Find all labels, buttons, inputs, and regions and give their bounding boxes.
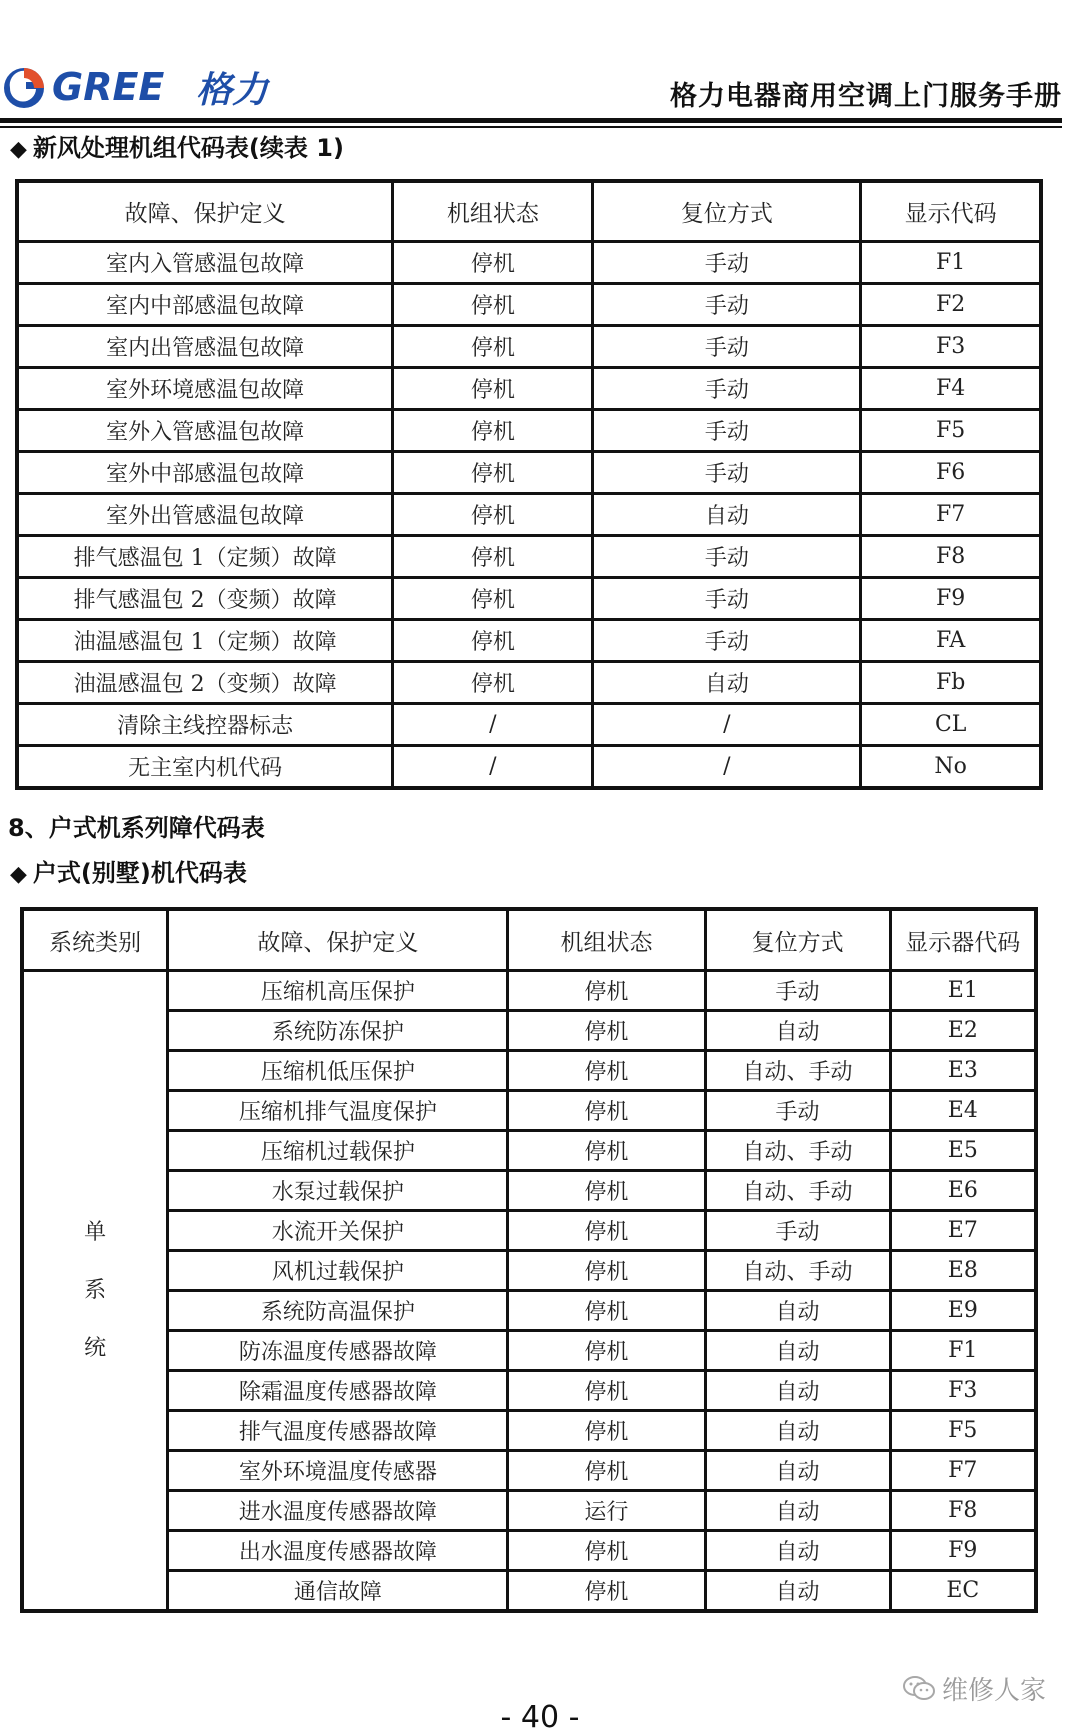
reset-mode-cell: 自动 <box>705 1011 890 1051</box>
display-code-cell: F9 <box>890 1531 1036 1571</box>
page-number: - 40 - <box>500 1700 580 1735</box>
unit-state-cell: 停机 <box>393 452 593 494</box>
table-row <box>22 1571 1036 1612</box>
fresh-air-code-table <box>15 179 1043 790</box>
display-code-cell: F4 <box>861 368 1041 410</box>
reset-mode-cell: 自动 <box>705 1451 890 1491</box>
unit-state-cell: 停机 <box>508 1251 705 1291</box>
table-row <box>22 1291 1036 1331</box>
fault-definition-cell: 压缩机低压保护 <box>168 1051 508 1091</box>
table-row <box>22 1331 1036 1371</box>
reset-mode-cell: 手动 <box>593 284 861 326</box>
table-row <box>22 1011 1036 1051</box>
unit-state-cell: / <box>393 746 593 789</box>
reset-mode-cell: 自动 <box>705 1291 890 1331</box>
unit-state-cell: 停机 <box>393 578 593 620</box>
reset-mode-cell: 手动 <box>593 620 861 662</box>
diamond-icon: ◆ <box>10 862 27 887</box>
display-code-cell: F3 <box>861 326 1041 368</box>
unit-state-cell: 停机 <box>393 536 593 578</box>
system-category-char: 系 <box>84 1277 107 1303</box>
unit-state-cell: 停机 <box>508 1211 705 1251</box>
display-code-cell: CL <box>861 704 1041 746</box>
table-header-row <box>17 181 1041 242</box>
unit-state-cell: 停机 <box>508 1091 705 1131</box>
display-code-cell: E1 <box>890 971 1036 1011</box>
fault-definition-cell: 室外出管感温包故障 <box>17 494 393 536</box>
unit-state-cell: 停机 <box>393 410 593 452</box>
fault-definition-cell: 出水温度传感器故障 <box>168 1531 508 1571</box>
display-code-cell: F1 <box>861 242 1041 284</box>
table-row <box>22 1411 1036 1451</box>
display-code-cell: E6 <box>890 1171 1036 1211</box>
table-row <box>17 704 1041 746</box>
household-unit-code-table <box>20 907 1038 1613</box>
page-header <box>0 58 1062 118</box>
unit-state-cell: 停机 <box>508 1331 705 1371</box>
reset-mode-cell: 自动 <box>705 1371 890 1411</box>
display-code-cell: F5 <box>890 1411 1036 1451</box>
fault-definition-cell: 室外环境温度传感器 <box>168 1451 508 1491</box>
table-row <box>17 284 1041 326</box>
display-code-cell: F8 <box>861 536 1041 578</box>
unit-state-cell: 停机 <box>508 1171 705 1211</box>
display-code-cell: F8 <box>890 1491 1036 1531</box>
fault-definition-cell: 压缩机高压保护 <box>168 971 508 1011</box>
table-row <box>17 620 1041 662</box>
unit-state-cell: 停机 <box>508 1531 705 1571</box>
table-row <box>17 662 1041 704</box>
reset-mode-cell: 手动 <box>705 1211 890 1251</box>
reset-mode-cell: 手动 <box>593 368 861 410</box>
reset-mode-cell: 手动 <box>593 242 861 284</box>
diamond-icon: ◆ <box>10 137 27 162</box>
column-header: 显示器代码 <box>890 909 1036 971</box>
fault-definition-cell: 系统防高温保护 <box>168 1291 508 1331</box>
fault-definition-cell: 室外环境感温包故障 <box>17 368 393 410</box>
gree-logo-graphic <box>0 58 290 118</box>
reset-mode-cell: / <box>593 704 861 746</box>
display-code-cell: E3 <box>890 1051 1036 1091</box>
fault-definition-cell: 系统防冻保护 <box>168 1011 508 1051</box>
table-row <box>17 368 1041 410</box>
table-row <box>22 971 1036 1011</box>
reset-mode-cell: 自动、手动 <box>705 1131 890 1171</box>
gree-logo <box>0 58 290 118</box>
fault-definition-cell: 清除主线控器标志 <box>17 704 393 746</box>
display-code-cell: E2 <box>890 1011 1036 1051</box>
reset-mode-cell: 自动、手动 <box>705 1171 890 1211</box>
fault-definition-cell: 水流开关保护 <box>168 1211 508 1251</box>
unit-state-cell: / <box>393 704 593 746</box>
table-row <box>22 1171 1036 1211</box>
unit-state-cell: 停机 <box>508 1131 705 1171</box>
reset-mode-cell: 手动 <box>593 410 861 452</box>
reset-mode-cell: 手动 <box>705 971 890 1011</box>
reset-mode-cell: 自动 <box>705 1571 890 1612</box>
table-row <box>17 242 1041 284</box>
table-header-row <box>22 909 1036 971</box>
fault-definition-cell: 无主室内机代码 <box>17 746 393 789</box>
reset-mode-cell: 自动 <box>705 1491 890 1531</box>
fault-definition-cell: 油温感温包 1（定频）故障 <box>17 620 393 662</box>
section1-heading-text: 新风处理机组代码表(续表 1) <box>32 134 344 162</box>
reset-mode-cell: 手动 <box>593 578 861 620</box>
unit-state-cell: 停机 <box>393 326 593 368</box>
display-code-cell: EC <box>890 1571 1036 1612</box>
unit-state-cell: 停机 <box>393 242 593 284</box>
svg-text:格力: 格力 <box>196 70 269 111</box>
column-header: 机组状态 <box>508 909 705 971</box>
table-row <box>22 1531 1036 1571</box>
display-code-cell: E9 <box>890 1291 1036 1331</box>
fault-definition-cell: 进水温度传感器故障 <box>168 1491 508 1531</box>
section1-heading <box>10 128 344 163</box>
reset-mode-cell: 自动、手动 <box>705 1051 890 1091</box>
section2-heading: 8、户式机系列障代码表 <box>8 814 265 842</box>
unit-state-cell: 停机 <box>508 1451 705 1491</box>
column-header: 复位方式 <box>593 181 861 242</box>
unit-state-cell: 停机 <box>508 1051 705 1091</box>
table-row <box>17 452 1041 494</box>
reset-mode-cell: 自动 <box>593 662 861 704</box>
unit-state-cell: 停机 <box>393 284 593 326</box>
display-code-cell: F1 <box>890 1331 1036 1371</box>
header-rule <box>0 118 1062 123</box>
system-category-char: 统 <box>84 1335 107 1361</box>
column-header: 故障、保护定义 <box>168 909 508 971</box>
table-row <box>17 746 1041 789</box>
display-code-cell: F7 <box>861 494 1041 536</box>
fault-definition-cell: 排气温度传感器故障 <box>168 1411 508 1451</box>
table-row <box>22 1451 1036 1491</box>
unit-state-cell: 运行 <box>508 1491 705 1531</box>
table-row <box>22 1371 1036 1411</box>
reset-mode-cell: 手动 <box>593 326 861 368</box>
table-row <box>17 536 1041 578</box>
fault-definition-cell: 室外入管感温包故障 <box>17 410 393 452</box>
fault-definition-cell: 风机过载保护 <box>168 1251 508 1291</box>
column-header: 显示代码 <box>861 181 1041 242</box>
unit-state-cell: 停机 <box>508 1291 705 1331</box>
section2-subheading-text: 户式(别墅)机代码表 <box>32 859 247 887</box>
display-code-cell: E8 <box>890 1251 1036 1291</box>
table-row <box>17 578 1041 620</box>
fault-definition-cell: 室内入管感温包故障 <box>17 242 393 284</box>
display-code-cell: F9 <box>861 578 1041 620</box>
reset-mode-cell: / <box>593 746 861 789</box>
fault-definition-cell: 防冻温度传感器故障 <box>168 1331 508 1371</box>
unit-state-cell: 停机 <box>508 1411 705 1451</box>
reset-mode-cell: 手动 <box>705 1091 890 1131</box>
unit-state-cell: 停机 <box>508 1371 705 1411</box>
fault-definition-cell: 通信故障 <box>168 1571 508 1612</box>
fault-definition-cell: 压缩机过载保护 <box>168 1131 508 1171</box>
unit-state-cell: 停机 <box>393 620 593 662</box>
table-row <box>22 1091 1036 1131</box>
reset-mode-cell: 自动 <box>705 1411 890 1451</box>
fault-definition-cell: 室内中部感温包故障 <box>17 284 393 326</box>
unit-state-cell: 停机 <box>508 971 705 1011</box>
display-code-cell: F5 <box>861 410 1041 452</box>
system-category-char: 单 <box>84 1219 107 1245</box>
table-row <box>22 1211 1036 1251</box>
reset-mode-cell: 自动、手动 <box>705 1251 890 1291</box>
column-header: 机组状态 <box>393 181 593 242</box>
display-code-cell: F7 <box>890 1451 1036 1491</box>
table-row <box>17 494 1041 536</box>
unit-state-cell: 停机 <box>393 368 593 410</box>
fault-definition-cell: 室外中部感温包故障 <box>17 452 393 494</box>
section2-subheading <box>10 853 247 888</box>
reset-mode-cell: 手动 <box>593 536 861 578</box>
unit-state-cell: 停机 <box>508 1011 705 1051</box>
table-row <box>22 1491 1036 1531</box>
fault-definition-cell: 除霜温度传感器故障 <box>168 1371 508 1411</box>
table-row <box>22 1051 1036 1091</box>
fault-definition-cell: 室内出管感温包故障 <box>17 326 393 368</box>
unit-state-cell: 停机 <box>393 494 593 536</box>
display-code-cell: F6 <box>861 452 1041 494</box>
display-code-cell: No <box>861 746 1041 789</box>
fault-definition-cell: 油温感温包 2（变频）故障 <box>17 662 393 704</box>
svg-text:GREE: GREE <box>52 65 165 109</box>
display-code-cell: E5 <box>890 1131 1036 1171</box>
display-code-cell: E4 <box>890 1091 1036 1131</box>
reset-mode-cell: 手动 <box>593 452 861 494</box>
display-code-cell: FA <box>861 620 1041 662</box>
fault-definition-cell: 水泵过载保护 <box>168 1171 508 1211</box>
table-row <box>22 1131 1036 1171</box>
column-header: 故障、保护定义 <box>17 181 393 242</box>
reset-mode-cell: 自动 <box>593 494 861 536</box>
column-header: 复位方式 <box>705 909 890 971</box>
watermark-text: 维修人家 <box>942 1676 1047 1706</box>
fault-definition-cell: 压缩机排气温度保护 <box>168 1091 508 1131</box>
table-row <box>22 1251 1036 1291</box>
table-row <box>17 410 1041 452</box>
display-code-cell: E7 <box>890 1211 1036 1251</box>
display-code-cell: Fb <box>861 662 1041 704</box>
system-category-cell <box>22 971 168 1612</box>
table-row <box>17 326 1041 368</box>
manual-title: 格力电器商用空调上门服务手册 <box>670 81 1062 112</box>
reset-mode-cell: 自动 <box>705 1331 890 1371</box>
reset-mode-cell: 自动 <box>705 1531 890 1571</box>
display-code-cell: F3 <box>890 1371 1036 1411</box>
column-header: 系统类别 <box>22 909 168 971</box>
unit-state-cell: 停机 <box>508 1571 705 1612</box>
unit-state-cell: 停机 <box>393 662 593 704</box>
fault-definition-cell: 排气感温包 1（定频）故障 <box>17 536 393 578</box>
fault-definition-cell: 排气感温包 2（变频）故障 <box>17 578 393 620</box>
display-code-cell: F2 <box>861 284 1041 326</box>
